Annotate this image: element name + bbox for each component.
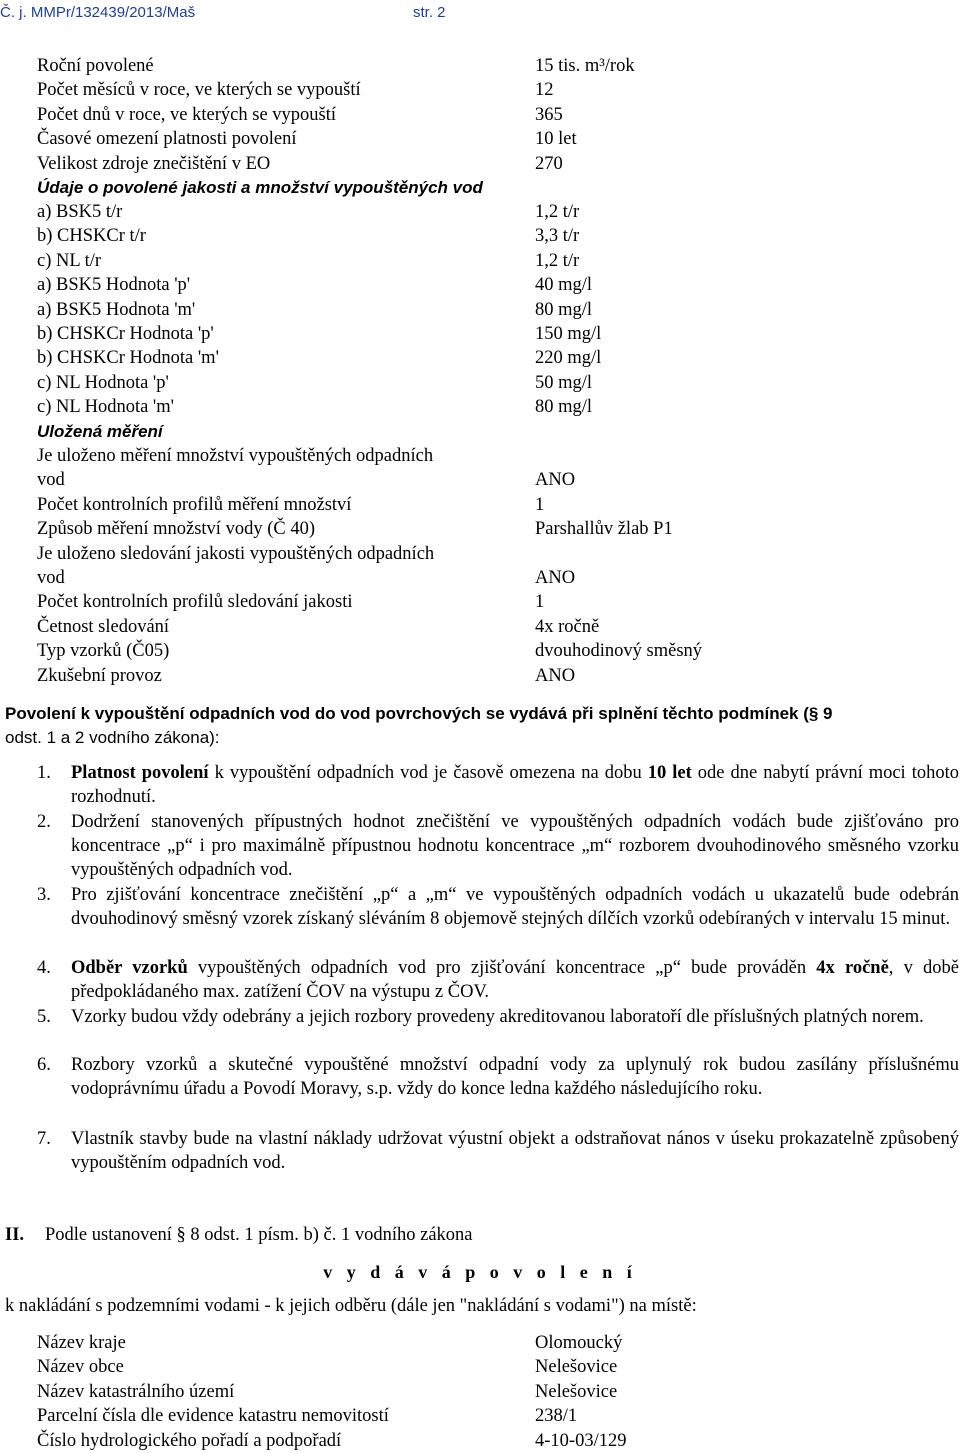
measure-value: ANO — [535, 665, 576, 686]
condition-text — [71, 761, 959, 809]
condition-fragment: vypouštěných odpadních vod pro zjišťování koncentrace „p“ bude prováděn — [187, 958, 817, 978]
quality-row-value: 220 mg/l — [535, 348, 602, 369]
condition-item — [37, 883, 959, 931]
site-value: Nelešovice — [535, 1357, 618, 1378]
condition-item — [37, 1127, 959, 1175]
site-value: Olomoucký — [535, 1333, 623, 1353]
section-numeral: II. — [5, 1225, 25, 1245]
param-row-label: Počet dnů v roce, ve kterých se vypouští — [37, 104, 337, 125]
condition-number: 5. — [37, 1007, 51, 1027]
site-row — [37, 1355, 618, 1379]
measure-row — [37, 444, 576, 492]
condition-emphasis: Platnost povolení — [71, 763, 209, 783]
page-header — [0, 4, 446, 21]
measure-value: dvouhodinový směsný — [535, 641, 703, 662]
quality-row-value: 1,2 t/r — [535, 250, 580, 271]
quality-row-label: b) CHSKCr t/r — [37, 226, 146, 247]
site-row — [37, 1380, 618, 1404]
quality-row-label: c) NL Hodnota 'p' — [37, 372, 169, 393]
measure-label: Počet kontrolních profilů měření množství — [37, 494, 352, 515]
condition-fragment: ode dne nabytí právní moci tohoto rozhodnutí. — [71, 763, 959, 807]
purpose-text: k nakládání s podzemními vodami - k jejich odběru (dále jen "nakládání s vodami") na místě: — [5, 1296, 697, 1316]
condition-item — [37, 810, 959, 882]
measure-value: Parshallův žlab P1 — [535, 519, 673, 540]
param-row-label: Roční povolené — [37, 56, 154, 76]
section-two-text: Podle ustanovení § 8 odst. 1 písm. b) č. 1 vodního zákona — [45, 1225, 473, 1245]
quality-row-value: 80 mg/l — [535, 299, 593, 320]
condition-item — [37, 761, 959, 809]
quality-row-value: 80 mg/l — [535, 397, 593, 418]
param-row-value: 365 — [535, 104, 563, 125]
measure-value: ANO — [535, 567, 576, 588]
param-row-value: 12 — [535, 80, 554, 101]
measure-title: Uložená měření — [37, 422, 163, 441]
quality-row-label: a) BSK5 Hodnota 'm' — [37, 299, 196, 320]
quality-row-value: 3,3 t/r — [535, 226, 580, 247]
quality-row-label: b) CHSKCr Hodnota 'p' — [37, 324, 214, 344]
quality-row-label: a) BSK5 t/r — [37, 202, 123, 222]
site-label: Název katastrálního území — [37, 1381, 235, 1402]
condition-number: 2. — [37, 812, 51, 832]
quality-row-value: 50 mg/l — [535, 372, 593, 393]
param-row-value: 15 tis. m³/rok — [535, 56, 635, 76]
quality-row-label: c) NL t/r — [37, 250, 102, 271]
condition-item — [37, 1005, 959, 1029]
quality-row-value: 40 mg/l — [535, 275, 593, 296]
site-value: Nelešovice — [535, 1381, 618, 1402]
condition-fragment: Dodržení stanovených přípustných hodnot znečištění ve vypouštěných odpadních vodách bude zjišťováno pro koncentrace „p“ i pro maximálně přípustnou hodnotu koncentrace „m“ rozborem dvouhodinového směsného vzorku vypouštěných odpadních vod. — [71, 812, 959, 880]
site-value: 4-10-03/129 — [535, 1430, 627, 1451]
condition-text — [71, 810, 959, 882]
reference-number: Č. j. MMPr/132439/2013/Maš — [0, 4, 196, 21]
param-row-value: 270 — [535, 153, 563, 174]
quality-row-value: 1,2 t/r — [535, 202, 580, 222]
site-row — [37, 1404, 578, 1428]
condition-fragment: Vzorky budou vždy odebrány a jejich rozbory provedeny akreditovanou laboratoří dle příslušných platných norem. — [71, 1007, 924, 1027]
decision-title: v y d á v á p o v o l e n í — [323, 1262, 637, 1282]
quality-row-value: 150 mg/l — [535, 324, 602, 344]
measure-label-cont — [37, 468, 576, 492]
condition-number: 4. — [37, 958, 51, 978]
measure-value: 4x ročně — [535, 616, 600, 637]
site-label: Název obce — [37, 1357, 124, 1378]
quality-title: Údaje o povolené jakosti a množství vypouštěných vod — [37, 178, 483, 197]
param-row-label: Velikost zdroje znečištění v EO — [37, 153, 271, 174]
conditions-heading — [5, 702, 960, 750]
param-row-label: Časové omezení platnosti povolení — [37, 129, 297, 150]
measure-label: Četnost sledování — [37, 616, 170, 637]
condition-text — [71, 883, 959, 931]
measure-label: Způsob měření množství vody (Č 40) — [37, 519, 315, 540]
measure-value: 1 — [535, 592, 545, 613]
measure-label: Je uloženo sledování jakosti vypouštěných odpadních — [37, 543, 435, 564]
measure-label-cont — [37, 566, 576, 590]
condition-number: 7. — [37, 1129, 51, 1149]
condition-text — [71, 1127, 959, 1175]
measure-label-end: vod — [37, 470, 65, 490]
param-row-label: Počet měsíců v roce, ve kterých se vypouští — [37, 80, 361, 101]
section-two — [5, 1223, 473, 1247]
condition-fragment: k vypouštění odpadních vod je časově omezena na dobu — [208, 763, 648, 783]
site-label: Parcelní čísla dle evidence katastru nemovitostí — [37, 1406, 389, 1427]
conditions-heading-bold: Povolení k vypouštění odpadních vod do vod povrchových se vydává při splnění těchto podmínek (§ 9 — [5, 704, 833, 723]
measure-label: Typ vzorků (Č05) — [37, 641, 170, 662]
condition-fragment: , v době předpokládaného max. zatížení ČOV na výstupu z ČOV. — [71, 958, 959, 1002]
measure-label-end: vod — [37, 567, 65, 588]
measure-row — [37, 542, 576, 590]
conditions-heading-cont: odst. 1 a 2 vodního zákona): — [5, 728, 220, 747]
site-row — [37, 1429, 627, 1453]
param-row-value: 10 let — [535, 129, 577, 150]
condition-fragment: Pro zjišťování koncentrace znečištění „p“ a „m“ ve vypouštěných odpadních vodách u ukazatelů bude odebrán dvouhodinový směsný vzorek získaný sléváním 8 objemově stejných dílčích vzorků odebíraných v intervalu 15 minut. — [71, 885, 959, 929]
condition-emphasis: 10 let — [647, 763, 692, 783]
condition-item — [37, 956, 959, 1004]
measure-value: 1 — [535, 494, 545, 515]
measure-label: Počet kontrolních profilů sledování jakosti — [37, 592, 353, 613]
condition-number: 3. — [37, 885, 51, 905]
condition-text — [71, 1053, 959, 1101]
condition-text — [71, 1005, 959, 1029]
site-value: 238/1 — [535, 1406, 578, 1427]
condition-item — [37, 1053, 959, 1101]
condition-number: 6. — [37, 1055, 51, 1075]
quality-row-label: a) BSK5 Hodnota 'p' — [37, 275, 191, 296]
site-label: Číslo hydrologického pořadí a podpořadí — [37, 1430, 342, 1451]
condition-emphasis: Odběr vzorků — [71, 958, 188, 978]
condition-fragment: Rozbory vzorků a skutečné vypouštěné množství odpadní vody za uplynulý rok budou zasílány příslušnému vodoprávnímu úřadu a Povodí Moravy, s.p. vždy do konce ledna každého následujícího roku. — [71, 1055, 959, 1099]
quality-row-label: c) NL Hodnota 'm' — [37, 397, 174, 418]
site-row — [37, 1331, 623, 1355]
condition-fragment: Vlastník stavby bude na vlastní náklady udržovat výustní objekt a odstraňovat nános v úseku prokazatelně způsobený vypouštěním odpadních vod. — [71, 1129, 959, 1173]
condition-text — [71, 956, 959, 1004]
measure-label: Zkušební provoz — [37, 665, 162, 686]
measure-value: ANO — [535, 470, 576, 490]
measure-label: Je uloženo měření množství vypouštěných odpadních — [37, 446, 434, 466]
quality-row-label: b) CHSKCr Hodnota 'm' — [37, 348, 219, 369]
site-label: Název kraje — [37, 1333, 126, 1353]
condition-number: 1. — [37, 763, 51, 783]
page-number: str. 2 — [413, 4, 446, 21]
condition-emphasis: 4x ročně — [816, 958, 889, 978]
